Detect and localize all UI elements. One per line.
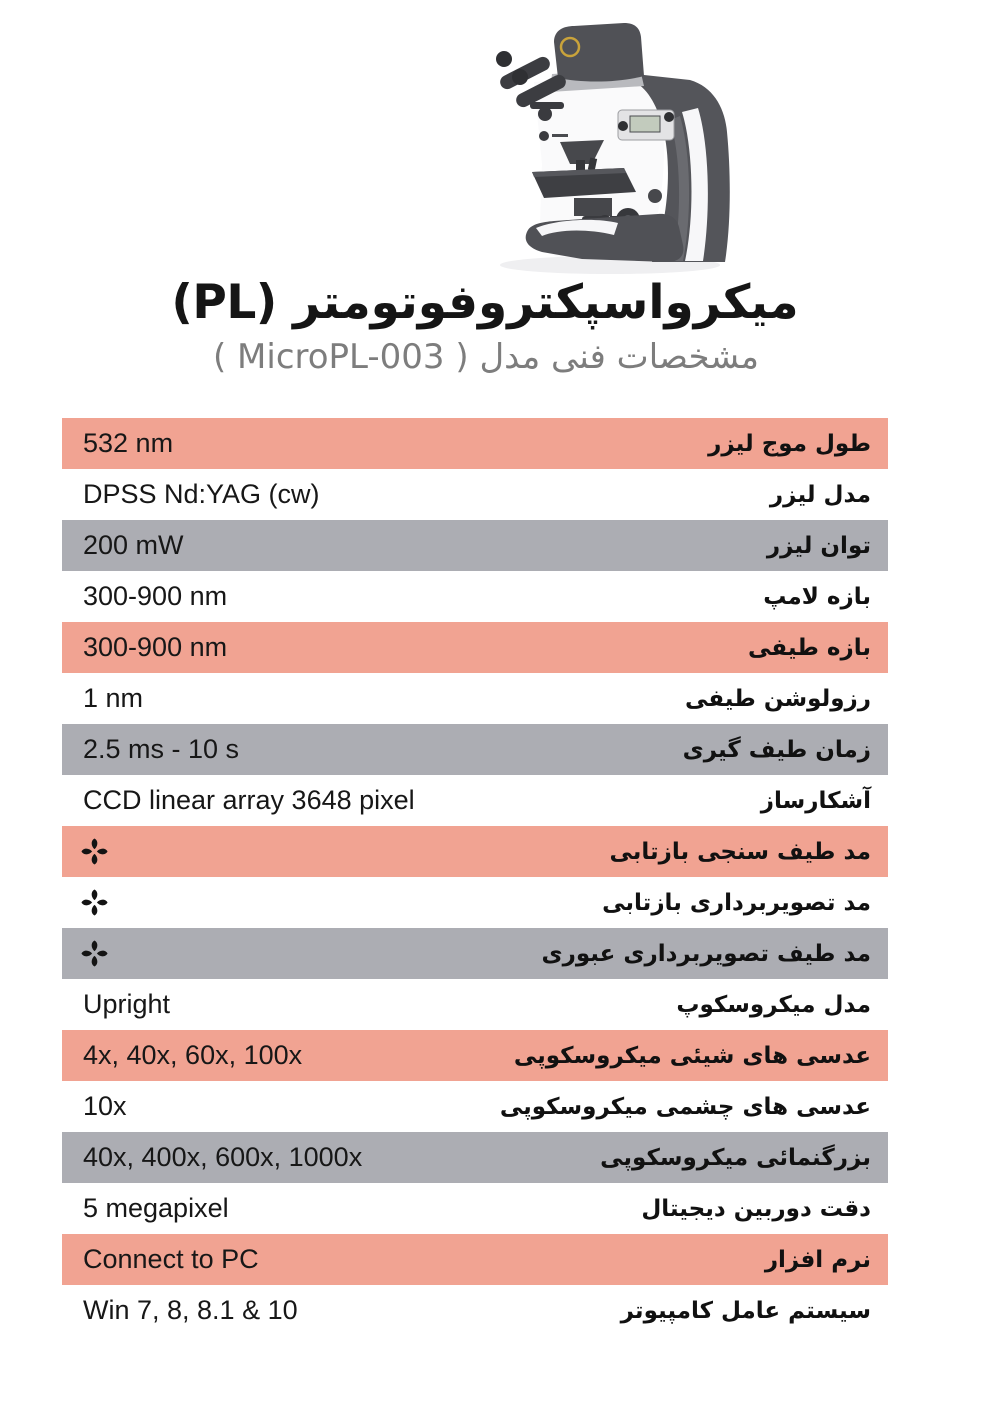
microscope-illustration [442, 14, 792, 279]
spec-row [62, 469, 888, 520]
spec-label: آشکارساز [760, 787, 871, 814]
spec-label: مد تصویربرداری بازتابی [602, 889, 871, 916]
spec-row [62, 1132, 888, 1183]
spec-value: 1 nm [83, 683, 144, 713]
page-subtitle [112, 335, 852, 379]
spec-row [62, 928, 888, 979]
four-petal-asterisk-icon [62, 886, 111, 919]
spec-row [62, 877, 888, 928]
spec-label: توان لیزر [766, 532, 871, 559]
spec-row [62, 826, 888, 877]
spec-row [62, 622, 888, 673]
spec-row [62, 1030, 888, 1081]
spec-row [62, 418, 888, 469]
spec-row [62, 520, 888, 571]
four-petal-asterisk-icon [62, 937, 111, 970]
spec-label: رزولوشن طیفی [684, 685, 871, 712]
page-subtitle-model: ( MicroPL-003 ) [212, 336, 469, 377]
four-petal-asterisk-icon [62, 835, 111, 868]
spec-label: مدل لیزر [769, 481, 871, 508]
spec-row [62, 673, 888, 724]
spec-value: 200 mW [83, 530, 184, 560]
spec-value: 5 megapixel [83, 1193, 229, 1223]
spec-row [62, 724, 888, 775]
product-image [442, 14, 792, 279]
spec-value: Connect to PC [83, 1244, 259, 1274]
spec-value: 4x, 40x, 60x, 100x [83, 1040, 303, 1070]
spec-value: 10x [83, 1091, 127, 1121]
spec-label: نرم افزار [764, 1246, 871, 1273]
spec-value: CCD linear array 3648 pixel [83, 785, 415, 815]
spec-row [62, 1285, 888, 1336]
spec-label: مدل میکروسکوپ [676, 991, 871, 1018]
spec-value: DPSS Nd:YAG (cw) [83, 479, 320, 509]
spec-label: طول موج لیزر [708, 430, 871, 457]
spec-value: 532 nm [83, 428, 174, 458]
page-subtitle-fa: مشخصات فنی مدل [479, 336, 760, 377]
spec-label: بازه طیفی [748, 634, 871, 661]
spec-label: زمان طیف گیری [682, 736, 871, 763]
spec-value: Win 7, 8, 8.1 & 10 [83, 1295, 298, 1325]
page-title [112, 274, 852, 333]
spec-value: 300-900 nm [83, 632, 228, 662]
spec-label: عدسی های شیئی میکروسکوپی [513, 1042, 871, 1069]
title-block [112, 274, 852, 379]
spec-row [62, 571, 888, 622]
spec-value: 2.5 ms - 10 s [83, 734, 240, 764]
spec-value: Upright [83, 989, 171, 1019]
spec-table [62, 418, 888, 1336]
spec-row [62, 1234, 888, 1285]
spec-row [62, 1081, 888, 1132]
spec-label: بزرگنمائی میکروسکوپی [600, 1144, 871, 1171]
spec-label: مد طیف سنجی بازتابی [609, 838, 871, 865]
spec-label: دقت دوربین دیجیتال [641, 1195, 871, 1222]
spec-label: عدسی های چشمی میکروسکوپی [499, 1093, 871, 1120]
page-title-fa: میکرواسپکتروفوتومتر [293, 275, 799, 330]
page-title-en: (PL) [171, 275, 277, 330]
spec-value: 40x, 400x, 600x, 1000x [83, 1142, 363, 1172]
spec-row [62, 775, 888, 826]
spec-row [62, 979, 888, 1030]
spec-row [62, 1183, 888, 1234]
spec-label: بازه لامپ [763, 583, 871, 610]
spec-label: سیستم عامل کامپیوتر [620, 1297, 871, 1324]
spec-value: 300-900 nm [83, 581, 228, 611]
spec-label: مد طیف تصویربرداری عبوری [541, 940, 871, 967]
